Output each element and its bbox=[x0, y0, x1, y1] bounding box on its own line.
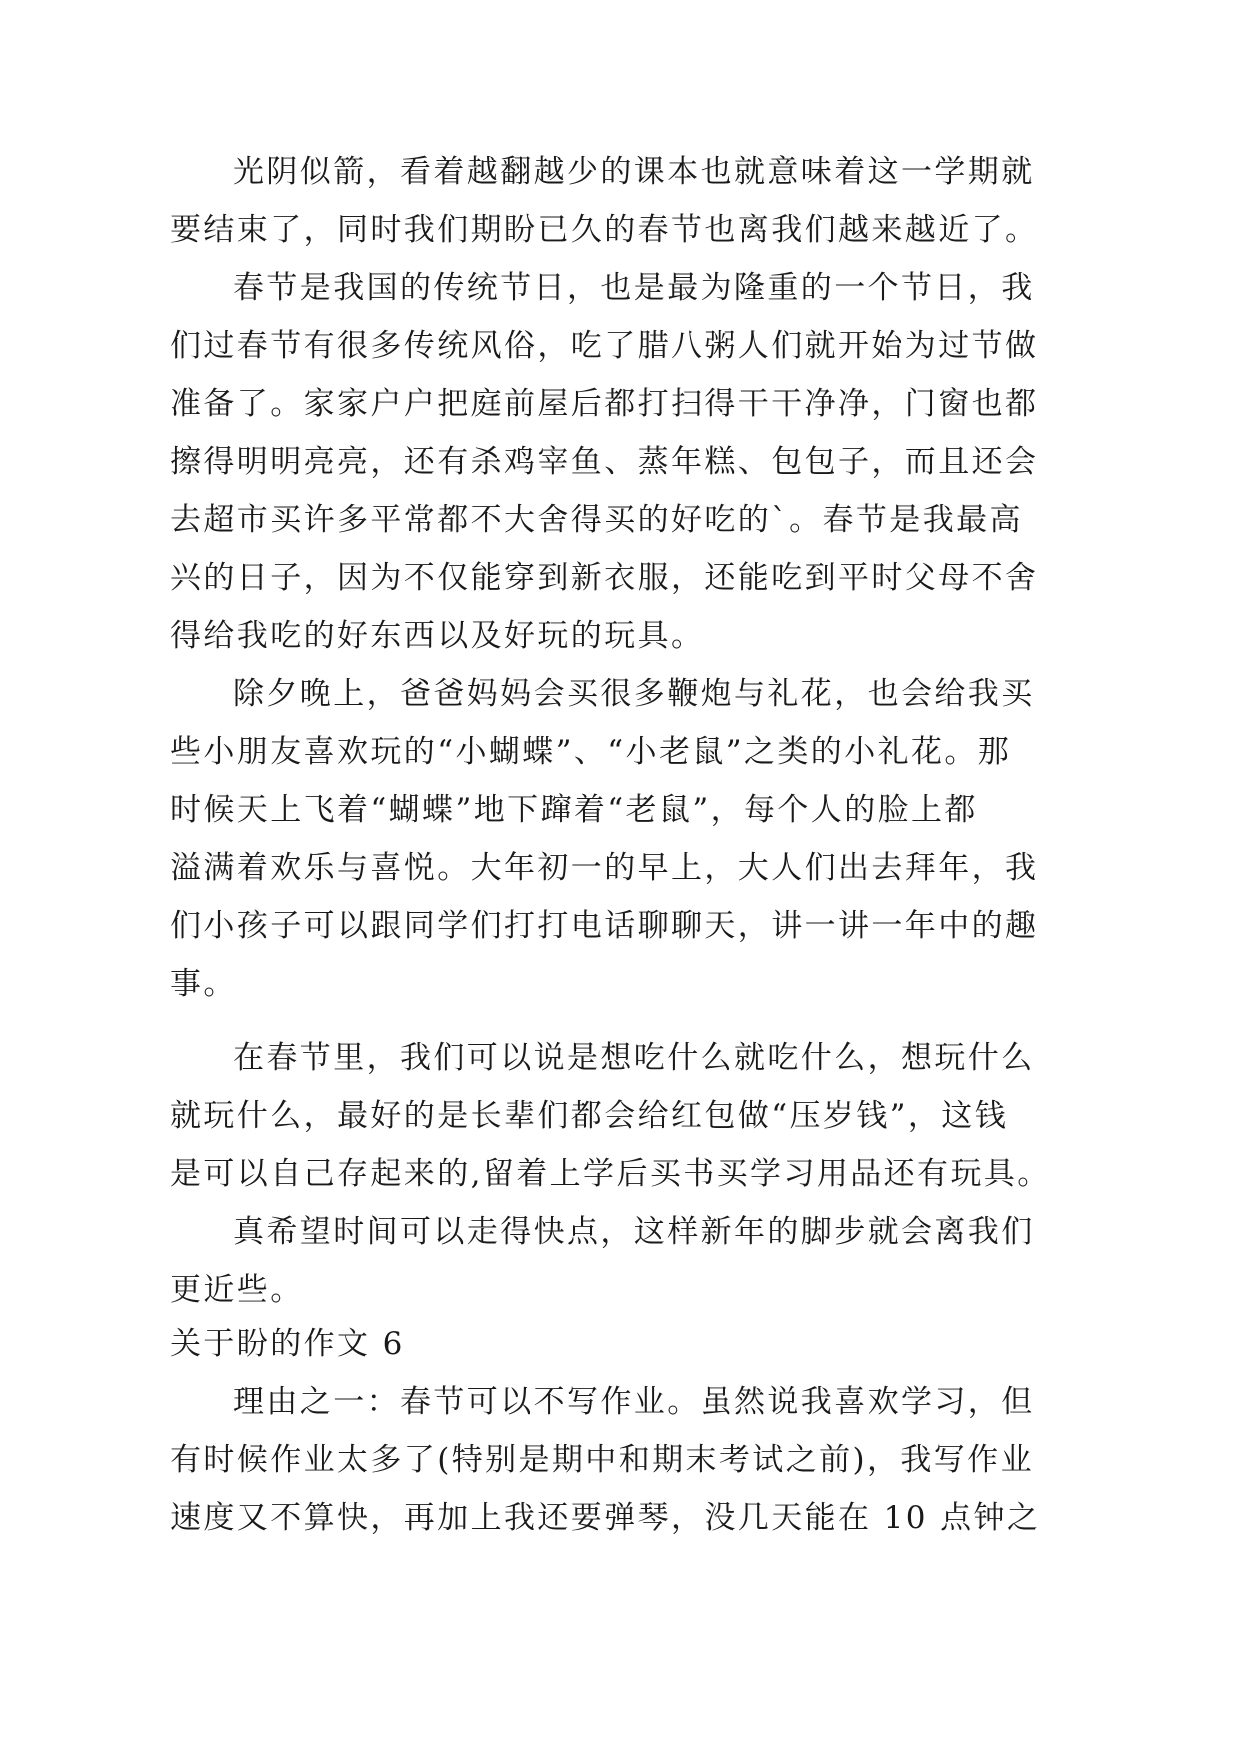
text-line: 们小孩子可以跟同学们打打电话聊聊天，讲一讲一年中的趣 bbox=[170, 908, 1039, 944]
text-line: 光阴似箭，看着越翻越少的课本也就意味着这一学期就 bbox=[233, 154, 1035, 190]
text-line: 更近些。 bbox=[170, 1272, 304, 1308]
text-line: 兴的日子，因为不仅能穿到新衣服，还能吃到平时父母不舍 bbox=[170, 560, 1039, 596]
text-line: 春节是我国的传统节日，也是最为隆重的一个节日，我 bbox=[233, 270, 1035, 306]
text-line: 有时候作业太多了(特别是期中和期末考试之前)，我写作业 bbox=[170, 1442, 1034, 1478]
text-line: 溢满着欢乐与喜悦。大年初一的早上，大人们出去拜年，我 bbox=[170, 850, 1039, 886]
text-line: 在春节里，我们可以说是想吃什么就吃什么，想玩什么 bbox=[233, 1040, 1035, 1076]
text-line: 速度又不算快，再加上我还要弹琴，没几天能在 10 点钟之 bbox=[170, 1500, 1041, 1536]
text-line: 就玩什么，最好的是长辈们都会给红包做“压岁钱”，这钱 bbox=[170, 1098, 1009, 1134]
text-line: 去超市买许多平常都不大舍得买的好吃的`。春节是我最高 bbox=[170, 502, 1023, 538]
text-line: 得给我吃的好东西以及好玩的玩具。 bbox=[170, 618, 705, 654]
text-line: 理由之一：春节可以不写作业。虽然说我喜欢学习，但 bbox=[233, 1384, 1035, 1420]
section-heading: 关于盼的作文 6 bbox=[170, 1326, 405, 1362]
text-line: 真希望时间可以走得快点，这样新年的脚步就会离我们 bbox=[233, 1214, 1035, 1250]
text-line: 要结束了，同时我们期盼已久的春节也离我们越来越近了。 bbox=[170, 212, 1039, 248]
text-line: 时候天上飞着“蝴蝶”地下蹿着“老鼠”，每个人的脸上都 bbox=[170, 792, 978, 828]
text-line: 事。 bbox=[170, 966, 237, 1002]
text-line: 擦得明明亮亮，还有杀鸡宰鱼、蒸年糕、包包子，而且还会 bbox=[170, 444, 1039, 480]
text-line: 些小朋友喜欢玩的“小蝴蝶”、“小老鼠”之类的小礼花。那 bbox=[170, 734, 1012, 770]
text-line: 除夕晚上，爸爸妈妈会买很多鞭炮与礼花，也会给我买 bbox=[233, 676, 1035, 712]
text-line: 是可以自己存起来的,留着上学后买书买学习用品还有玩具。 bbox=[170, 1156, 1051, 1192]
text-line: 们过春节有很多传统风俗，吃了腊八粥人们就开始为过节做 bbox=[170, 328, 1039, 364]
text-line: 准备了。家家户户把庭前屋后都打扫得干干净净，门窗也都 bbox=[170, 386, 1039, 422]
